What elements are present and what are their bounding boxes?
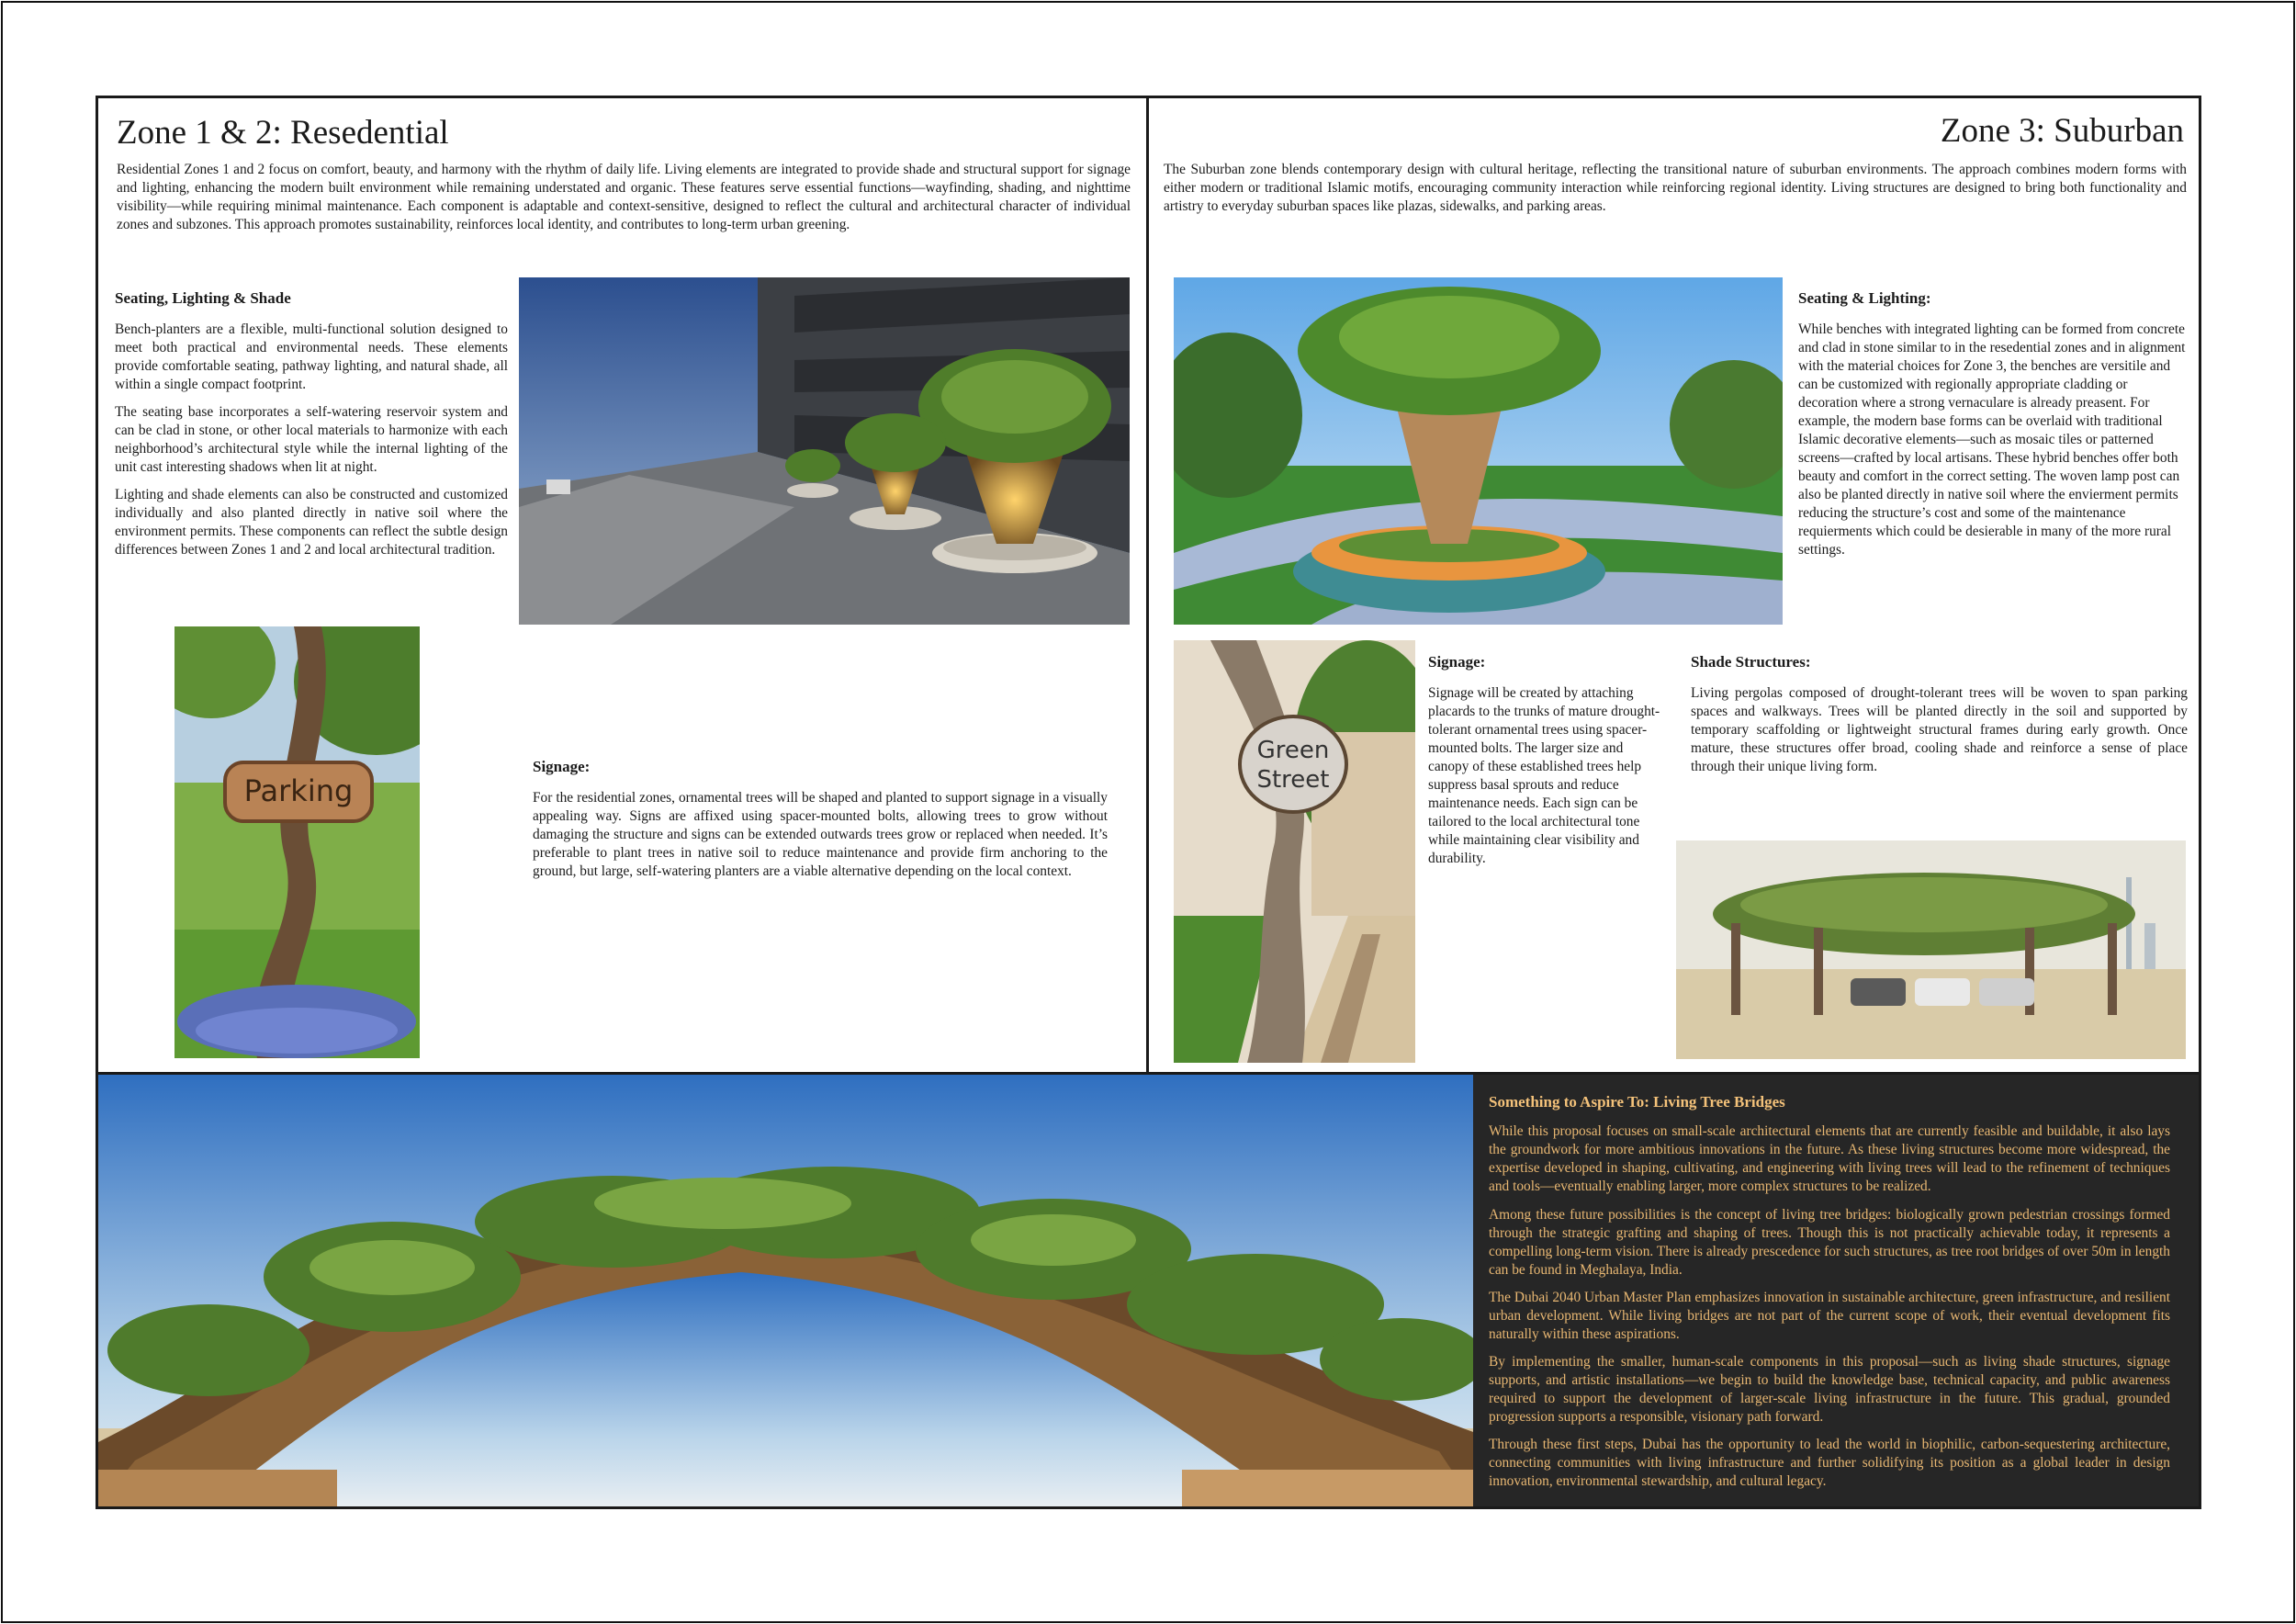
zone-3-signage-paragraph: Signage will be created by attaching placards to the trunks of mature drought-tolerant ornamental trees using spacer-mounted bolts. The larger size and canopy of these established trees help suppress basal sprouts and reduce maintenance needs. Each sign can be tailored to the local architectural tone while maintaining clear visibility and durability. — [1428, 685, 1660, 866]
living-bridge-paragraph-2: Among these future possibilities is the concept of living tree bridges: biologically grown pedestrian crossings formed through the strategic grafting and shaping of trees. Though this is not practically achievable today, it represents a compelling long-term vision. There is already prescedence for such structures, as tree root bridges of over 50m in length can be found in Meghalaya, India. — [1489, 1207, 2170, 1278]
living-bridge-text-panel — [1473, 1075, 2201, 1509]
parking-sign-text: Parking — [243, 773, 354, 808]
zone-3-signage-heading: Signage: — [1428, 653, 1486, 671]
living-bridge-heading: Something to Aspire To: Living Tree Bridges — [1489, 1093, 1785, 1111]
living-bridge-paragraph-4: By implementing the smaller, human-scale components in this proposal—such as living shade structures, signage supports, and artistic installations—we begin to build the knowledge base, technical capacity, and public awareness required to support the development of larger-scale living infrastructure in the future. This gradual, grounded progression supports a responsible, visionary path forward. — [1489, 1354, 2170, 1425]
seating-heading: Seating, Lighting & Shade — [115, 289, 291, 307]
green-street-sign-line-2: Street — [1256, 766, 1330, 794]
street-bench-planter-image — [519, 277, 1130, 625]
shade-structures-paragraph: Living pergolas composed of drought-tolerant trees will be woven to span parking spaces and walkways. Trees will be planted directly in the soil and supported by temporary scaffolding or lightweight structural frames during early growth. Once mature, these structures offer broad, cooling shade and reinforce a sense of place through their unique living form. — [1691, 685, 2188, 774]
mosaic-bench-tree-image — [1174, 277, 1783, 625]
seating-paragraph-3: Lighting and shade elements can also be constructed and customized individually and also planted directly in native soil where the environment permits. These components can reflect the subtle design differences between Zones 1 and 2 and local architectural tradition. — [115, 487, 508, 558]
living-bridge-paragraph-5: Through these first steps, Dubai has the opportunity to lead the world in biophilic, carbon-sequestering architecture, connecting communities with living infrastructure and further solidifying its position as a global leader in design innovation, environmental stewardship, and cultural legacy. — [1489, 1437, 2170, 1489]
zone-3-seating-heading: Seating & Lighting: — [1798, 289, 1931, 307]
signage-paragraph: For the residential zones, ornamental trees will be shaped and planted to support signage in a visually appealing way. Signs are affixed using spacer-mounted bolts, allowing trees to grow without damaging the structure and signs can be extended outwards trees grow or replaced when needed. It’s preferable to plant trees in native soil to reduce maintenance and provide firm anchoring to the ground, but large, self-watering planters are a viable alternative depending on the local context. — [533, 790, 1108, 879]
living-bridge-paragraph-1: While this proposal focuses on small-scale architectural elements that are currently feasible and buildable, it also lays the groundwork for more ambitious innovations in the future. As these living structures become more widespread, the expertise developed in shaping, cultivating, and engineering with living trees will lead to the refinement of techniques and tools—eventually enabling larger, more complex structures to be realized. — [1489, 1123, 2170, 1194]
seating-paragraph-1: Bench-planters are a flexible, multi-functional solution designed to meet both practical and environmental needs. These elements provide comfortable seating, pathway lighting, and natural shade, all within a single compact footprint. — [115, 321, 508, 392]
seating-paragraph-2: The seating base incorporates a self-watering reservoir system and can be clad in stone, or other local materials to harmonize with each neighborhood’s architectural style while the internal lighting of the unit cast interesting shadows when lit at night. — [115, 404, 508, 475]
living-bridge-paragraph-3: The Dubai 2040 Urban Master Plan emphasizes innovation in sustainable architecture, green infrastructure, and resilient urban development. While living bridges are not part of the current scope of work, their eventual development fits naturally within these aspirations. — [1489, 1290, 2170, 1342]
zone-1-2-title: Zone 1 & 2: Resedential — [117, 114, 449, 152]
zone-1-2-intro: Residential Zones 1 and 2 focus on comfort, beauty, and harmony with the rhythm of daily life. Living elements are integrated to provide shade and structural support for signage and lighting, enhancing the modern built environment while remaining understated and organic. These features serve essential functions—wayfinding, shading, and nighttime visibility—while requiring minimal maintenance. Each component is adaptable and context-sensitive, designed to reflect the cultural and architectural character of individual zones and subzones. This approach promotes sustainability, reinforces local identity, and contributes to long-term urban greening. — [117, 162, 1131, 232]
zone-3-panel — [1146, 96, 2201, 1075]
zone-3-seating-paragraph: While benches with integrated lighting can be formed from concrete and clad in stone similar to in the resedential zones and in alignment with the material choices for Zone 3, the benches are versitile and can be customized with regionally appropriate cladding or decoration where a strong vernaculare is already preasent. For example, the modern base forms can be overlaid with traditional Islamic decorative elements—such as mosaic tiles or patterned screens—crafted by local artisans. These hybrid benches offer both beauty and comfort in the correct setting. The woven lamp post can also be planted directly in native soil where the envierment permits reducing the structure’s cost and some of the maintenance requierments which could be desierable in many of the more rural settings. — [1798, 321, 2186, 558]
living-bridge-panel — [96, 1072, 2201, 1509]
zone-3-intro: The Suburban zone blends contemporary design with cultural heritage, reflecting the transitional nature of suburban environments. The approach combines modern forms with either modern or traditional Islamic motifs, encouraging community interaction while reinforcing regional identity. Living structures are designed to bring both functionality and artistry to everyday suburban spaces like plazas, sidewalks, and parking areas. — [1164, 162, 2187, 214]
signage-heading: Signage: — [533, 758, 591, 775]
living-pergola-image — [1676, 840, 2186, 1059]
zone-1-2-panel — [96, 96, 1149, 1075]
zone-3-title: Zone 3: Suburban — [1940, 112, 2184, 150]
shade-structures-heading: Shade Structures: — [1691, 653, 1811, 671]
green-street-sign-line-1: Green — [1256, 737, 1330, 764]
living-tree-bridge-image — [98, 1075, 1476, 1506]
parking-sign-tree-image — [174, 626, 420, 1058]
green-street-sign-image — [1174, 640, 1415, 1063]
